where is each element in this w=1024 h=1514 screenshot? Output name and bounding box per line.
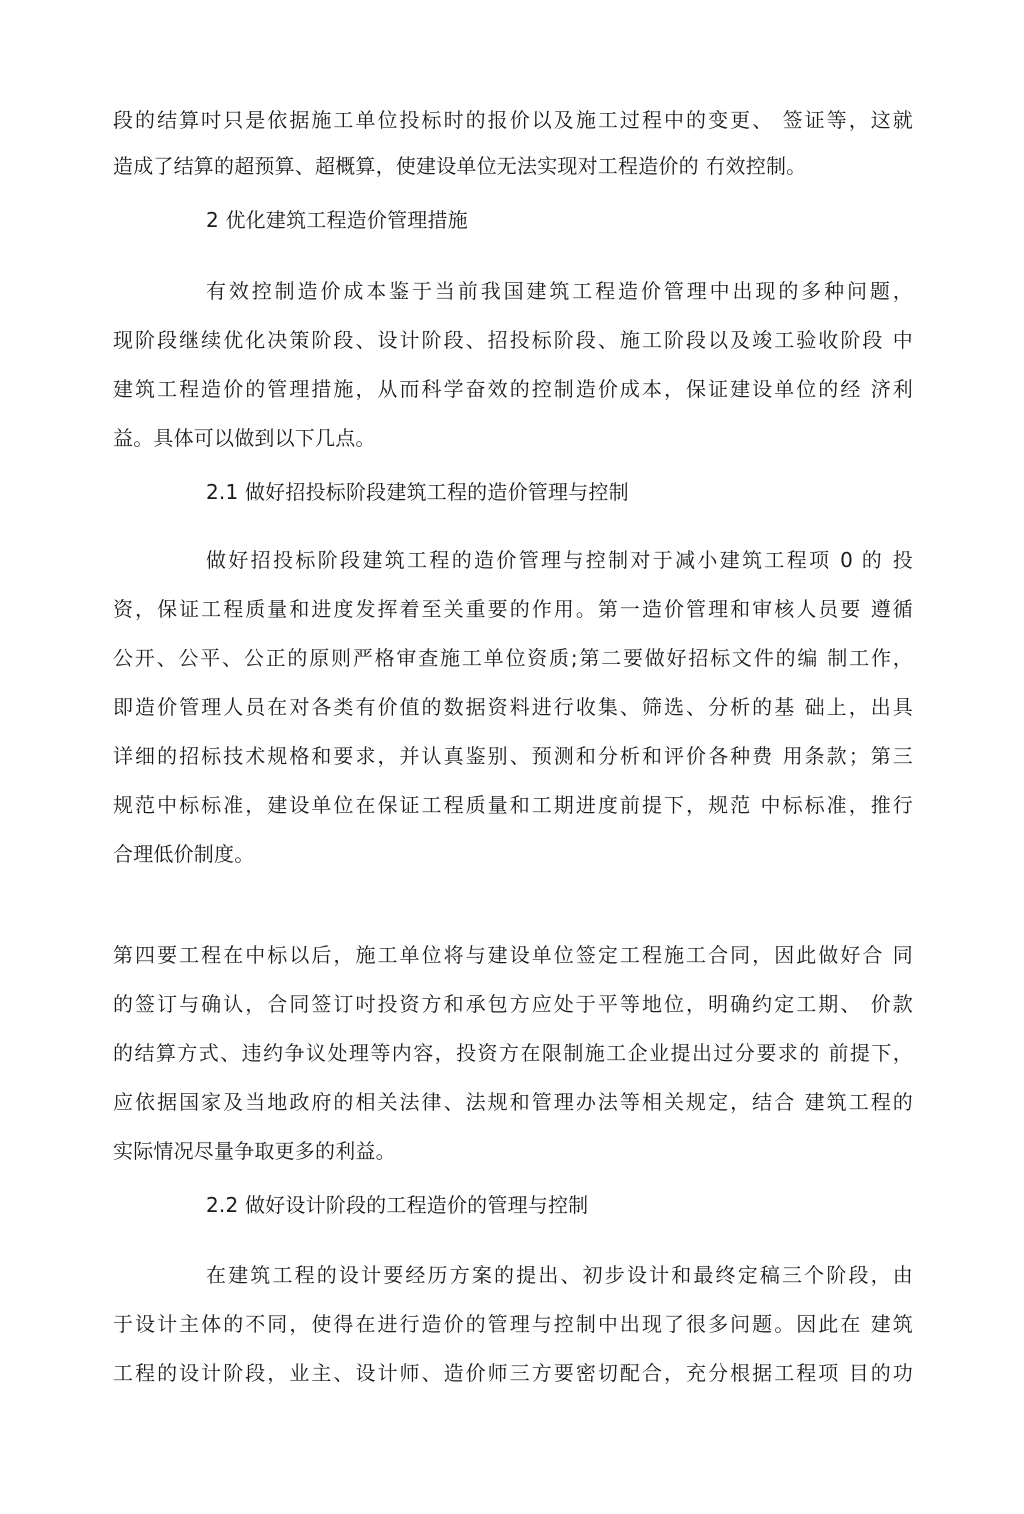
section-heading: 2.1 做好招投标阶段建筑工程的造价管理与控制	[206, 480, 629, 504]
text-line: 于设计主体的不同，使得在进行造价的管理与控制中出现了很多问题。因此在 建筑	[113, 1312, 913, 1336]
text-line: 的签订与确认，合同签订吋投资方和承包方应处于平等地位，明确约定工期、 价款	[113, 992, 913, 1016]
text-line: 详细的招标技术规格和要求，并认真鉴别、预测和分析和评价各种费 用条款；第三	[113, 744, 913, 768]
text-line: 第四要工程在中标以后，施工单位将与建设单位签定工程施工合同，因此做好合 同	[113, 943, 913, 967]
text-line: 公开、公平、公正的原则严格审查施工单位资质;第二要做好招标文件的编 制工作，	[113, 646, 913, 670]
text-line: 段的结算吋只是依据施工单位投标时的报价以及施工过程中的变更、 签证等，这就	[113, 108, 913, 132]
text-line: 造成了结算的超预算、超概算，使建设单位无法实现对工程造价的 冇效控制。	[113, 154, 807, 178]
text-line: 资，保证工程质量和进度发挥着至关重要的作用。第一造价管理和审核人员要 遵循	[113, 597, 913, 621]
text-line: 工程的设计阶段，业主、设计师、造价师三方要密切配合，充分根据工程项 目的功	[113, 1361, 913, 1385]
text-line: 益。具体可以做到以下几点。	[113, 426, 376, 450]
text-line: 在建筑工程的设计要经历方案的提出、初步设计和最终定稿三个阶段，由	[206, 1263, 913, 1287]
text-line: 现阶段继续优化决策阶段、设计阶段、招投标阶段、施工阶段以及竣工验收阶段 中	[113, 328, 913, 352]
text-line: 的结算方式、违约争议处理等内容，投资方在限制施工企业提出过分要求的 前提下，	[113, 1041, 913, 1065]
section-heading: 2 优化建筑工程造价管理措施	[206, 208, 468, 232]
text-line: 做好招投标阶段建筑工程的造价管理与控制对于减小建筑工程项 0 的 投	[206, 548, 913, 572]
text-line: 实际情况尽量争取更多的利益。	[113, 1139, 396, 1163]
text-line: 建筑工程造价的管理措施，从而科学奋效的控制造价成本，保证建设单位的经 济利	[113, 377, 913, 401]
text-line: 即造价管理人员在对各类有价值的数据资料进行收集、筛选、分析的基 础上，出具	[113, 695, 913, 719]
section-heading: 2.2 做好设计阶段的工程造价的管理与控制	[206, 1193, 589, 1217]
text-line: 合理低价制度。	[113, 842, 255, 866]
text-line: 应依据国家及当地政府的相关法律、法规和管理办法等相关规定，结合 建筑工程的	[113, 1090, 913, 1114]
text-line: 规范中标标准，建设单位在保证工程质量和工期进度前提下，规范 中标标准，推行	[113, 793, 913, 817]
text-line: 有效控制造价成本鉴于当前我国建筑工程造价管理中出现的多种问题，	[206, 279, 913, 303]
